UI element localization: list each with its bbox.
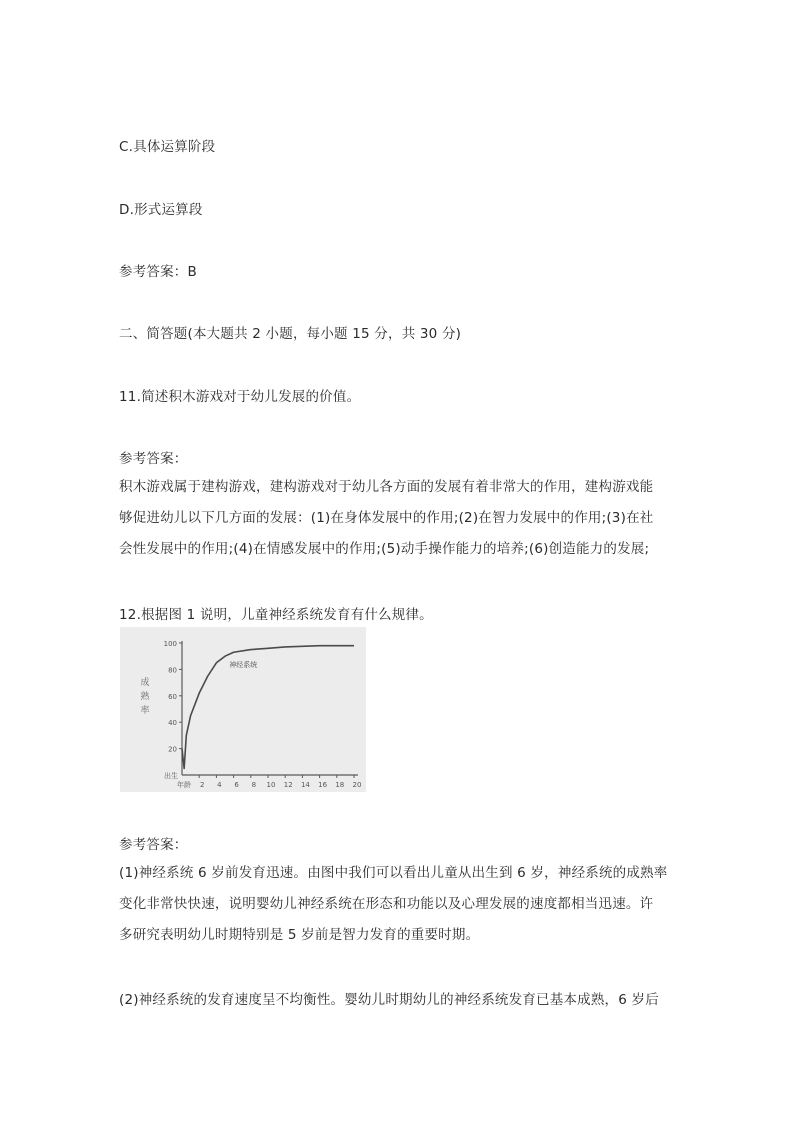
q11-answer-line-1: 积木游戏属于建构游戏，建构游戏对于幼儿各方面的发展有着非常大的作用，建构游戏能: [119, 479, 654, 495]
origin-label: 出生: [164, 772, 178, 780]
y-tick-label: 80: [168, 666, 177, 675]
x-axis-label: 年龄: [177, 781, 191, 789]
q12-answer1-line-2: 变化非常快快速，说明婴幼儿神经系统在形态和功能以及心理发展的速度都相当迅速。许: [119, 896, 654, 912]
q11-answer-label: 参考答案：: [119, 451, 188, 467]
x-tick-label: 18: [335, 781, 345, 789]
x-tick-label: 4: [217, 781, 222, 789]
series-line-nervous-system: [182, 646, 354, 769]
option-c: C.具体运算阶段: [119, 139, 216, 155]
x-tick-label: 12: [283, 781, 293, 789]
q11-answer-line-2: 够促进幼儿以下几方面的发展：(1)在身体发展中的作用;(2)在智力发展中的作用;(3)在社: [119, 510, 654, 526]
y-axis-label-char: 率: [140, 706, 150, 716]
q12-answer1-line-1: (1)神经系统 6 岁前发育迅速。由图中我们可以看出儿童从出生到 6 岁，神经系统的成熟率: [119, 865, 668, 881]
chart-svg: [120, 627, 366, 792]
option-d: D.形式运算段: [119, 202, 203, 218]
x-tick-label: 16: [318, 781, 328, 789]
y-tick-label: 100: [163, 640, 177, 648]
q12-answer1-line-3: 多研究表明幼儿时期特别是 5 岁前是智力发育的重要时期。: [119, 927, 480, 943]
q11-answer-paragraph: [119, 472, 679, 565]
y-tick-label: 40: [168, 719, 177, 728]
q11-answer-line-3: 会性发展中的作用;(4)在情感发展中的作用;(5)动手操作能力的培养;(6)创造能力的发展;: [119, 541, 650, 557]
x-tick-label: 20: [352, 781, 362, 789]
answer-q10: 参考答案：B: [119, 264, 197, 280]
x-tick-label: 14: [300, 781, 310, 789]
x-tick-label: 6: [234, 781, 239, 789]
x-tick-label: 10: [266, 781, 276, 789]
x-tick-label: 8: [251, 781, 257, 789]
y-tick-label: 20: [168, 745, 177, 754]
q12-question: 12.根据图 1 说明，儿童神经系统发育有什么规律。: [119, 607, 433, 623]
y-tick-label: 60: [168, 692, 177, 701]
figure-1-chart: [120, 627, 366, 792]
q11-question: 11.简述积木游戏对于幼儿发展的价值。: [119, 389, 361, 405]
q12-answer2-line: (2)神经系统的发育速度呈不均衡性。婴幼儿时期幼儿的神经系统发育已基本成熟，6 岁后: [119, 992, 659, 1008]
series-label: 神经系统: [229, 660, 258, 669]
x-tick-label: 2: [199, 781, 205, 789]
q12-answer-label: 参考答案：: [119, 837, 188, 853]
y-axis-label-char: 成: [140, 678, 150, 688]
q12-answer1-paragraph: [119, 858, 679, 951]
section2-heading: 二、简答题(本大题共 2 小题，每小题 15 分，共 30 分): [119, 326, 462, 342]
y-axis-label-char: 熟: [140, 692, 150, 702]
